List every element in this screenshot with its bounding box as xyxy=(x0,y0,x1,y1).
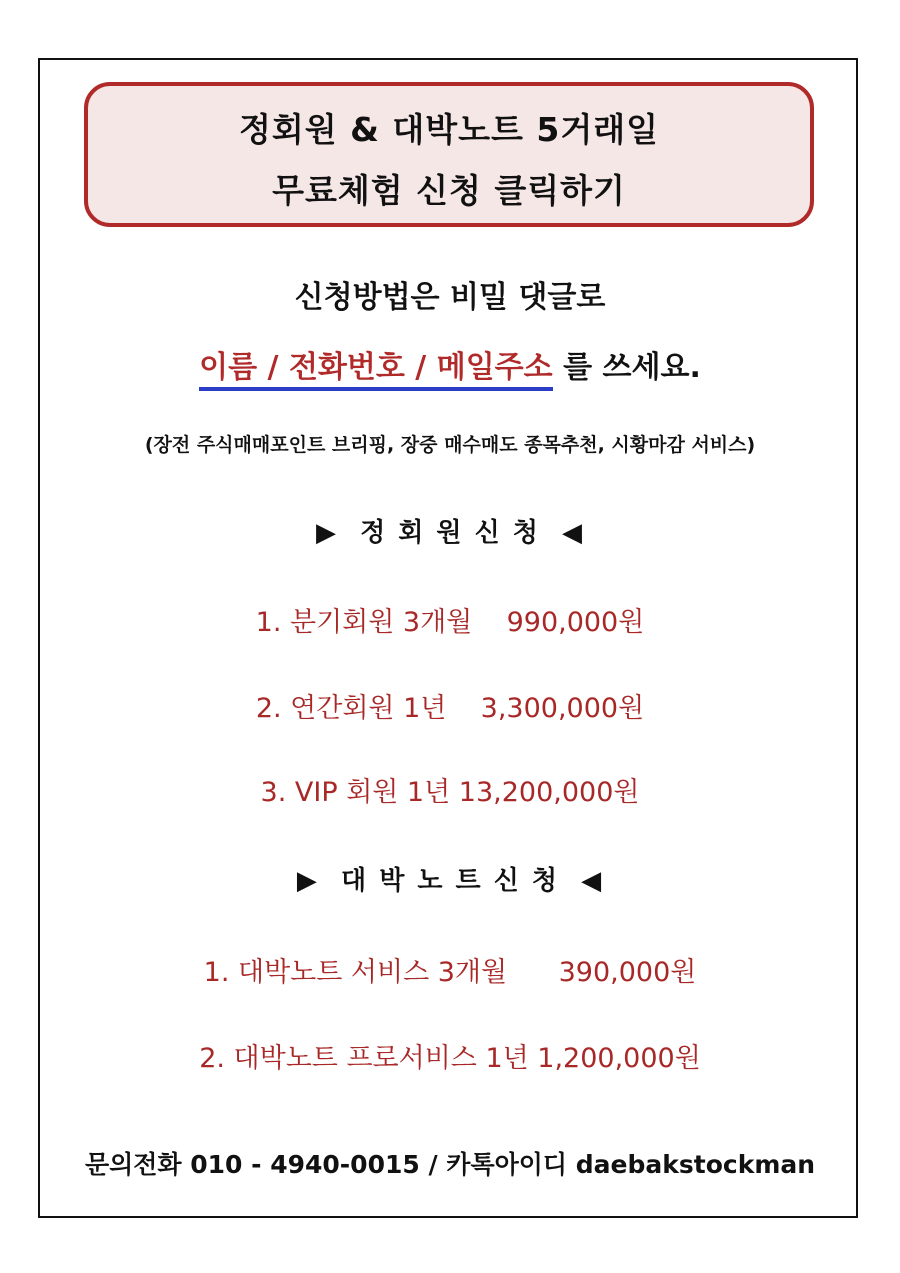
membership-section-title: ▶ 정 회 원 신 청 ◀ xyxy=(316,518,584,548)
required-fields-line xyxy=(0,342,900,386)
application-method: 신청방법은 비밀 댓글로 xyxy=(294,280,606,315)
service-note: (장전 주식매매포인트 브리핑, 장중 매수매도 종목추천, 시황마감 서비스) xyxy=(144,434,756,456)
required-fields-suffix: 를 쓰세요. xyxy=(552,350,701,385)
banner-title-line1: 정회원 & 대박노트 5거래일 xyxy=(239,110,659,149)
daebak-note-plan-pro-1year: 2. 대박노트 프로서비스 1년 1,200,000원 xyxy=(199,1043,701,1074)
banner-title-line2: 무료체험 신청 클릭하기 xyxy=(272,171,626,210)
free-trial-banner-button[interactable] xyxy=(84,82,814,227)
required-fields: 이름 / 전화번호 / 메일주소 xyxy=(199,350,553,391)
membership-plan-quarterly: 1. 분기회원 3개월 990,000원 xyxy=(255,607,645,638)
contact-info: 문의전화 010 - 4940-0015 / 카톡아이디 daebakstockman xyxy=(84,1150,816,1179)
daebak-note-plan-3months: 1. 대박노트 서비스 3개월 390,000원 xyxy=(203,957,697,988)
membership-plan-vip: 3. VIP 회원 1년 13,200,000원 xyxy=(260,777,640,808)
daebak-note-section-title: ▶ 대 박 노 트 신 청 ◀ xyxy=(296,866,604,896)
membership-plan-annual: 2. 연간회원 1년 3,300,000원 xyxy=(255,693,645,724)
